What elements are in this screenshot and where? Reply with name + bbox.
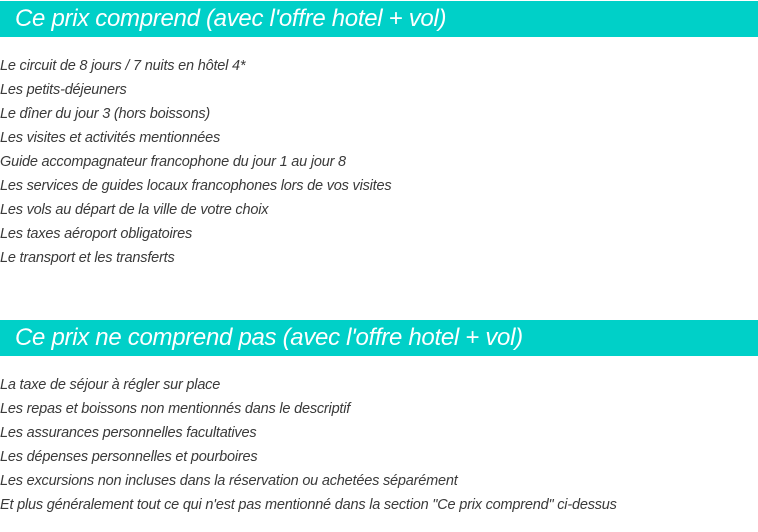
included-section-title: Ce prix comprend (avec l'offre hotel + vol)	[0, 1, 758, 37]
list-item: Les dépenses personnelles et pourboires	[0, 449, 258, 465]
list-item: Le circuit de 8 jours / 7 nuits en hôtel 4*	[0, 58, 246, 74]
list-item: Les repas et boissons non mentionnés dans le descriptif	[0, 401, 351, 417]
list-item: Le transport et les transferts	[0, 250, 175, 266]
list-item: Les services de guides locaux francophones lors de vos visites	[0, 178, 392, 194]
list-item: Les taxes aéroport obligatoires	[0, 226, 193, 242]
list-item: Guide accompagnateur francophone du jour 1 au jour 8	[0, 154, 346, 170]
list-item: Et plus généralement tout ce qui n'est pas mentionné dans la section "Ce prix comprend" ci-dessus	[0, 497, 617, 513]
list-item: Les petits-déjeuners	[0, 82, 127, 98]
excluded-list	[0, 373, 617, 517]
list-item: Le dîner du jour 3 (hors boissons)	[0, 106, 211, 122]
excluded-section-title: Ce prix ne comprend pas (avec l'offre hotel + vol)	[0, 320, 758, 356]
list-item: Les vols au départ de la ville de votre choix	[0, 202, 269, 218]
list-item: Les assurances personnelles facultatives	[0, 425, 257, 441]
included-list	[0, 54, 391, 270]
list-item: La taxe de séjour à régler sur place	[0, 377, 221, 393]
list-item: Les visites et activités mentionnées	[0, 130, 221, 146]
list-item: Les excursions non incluses dans la réservation ou achetées séparément	[0, 473, 458, 489]
